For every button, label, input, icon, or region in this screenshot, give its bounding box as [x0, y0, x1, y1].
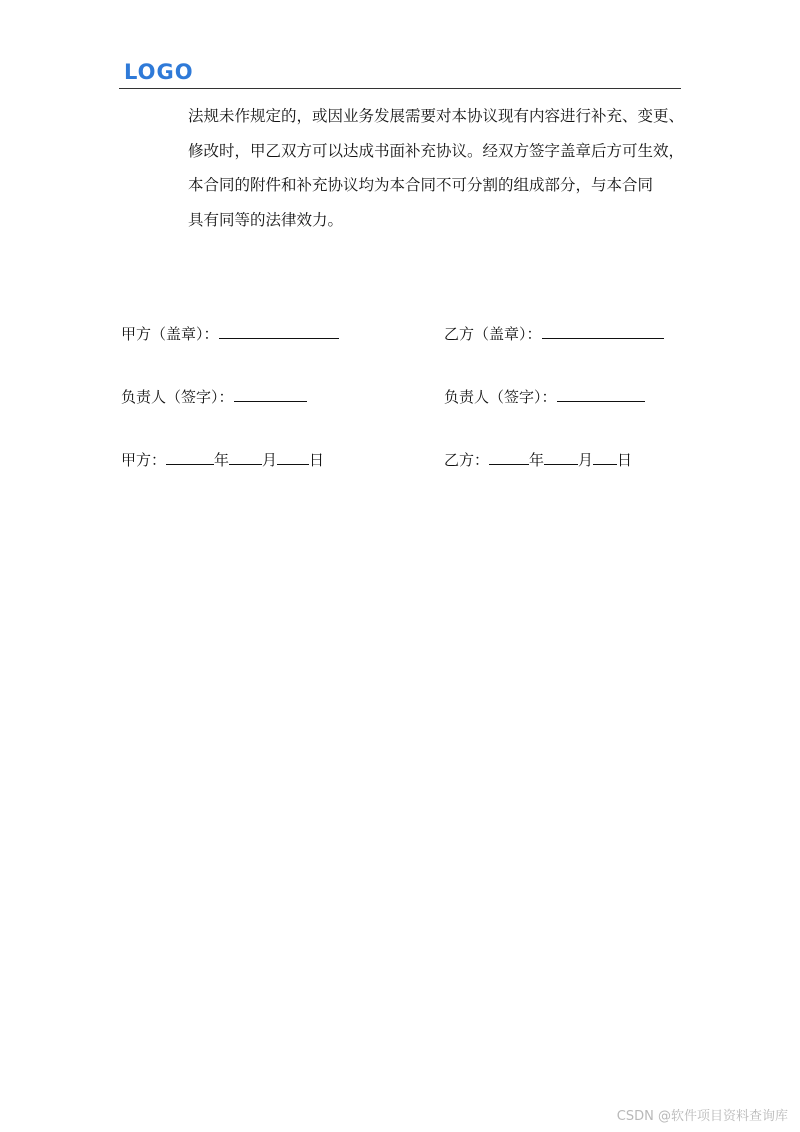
- clause-line: 法规未作规定的，或因业务发展需要对本协议现有内容进行补充、变更、: [188, 107, 685, 125]
- party-b-year-field[interactable]: [489, 449, 529, 465]
- party-a-seal-label: 甲方（盖章）：: [121, 325, 219, 343]
- company-logo: LOGO: [124, 60, 194, 84]
- party-b-date-label: 乙方：: [444, 451, 490, 469]
- clause-line: 本合同的附件和补充协议均为本合同不可分割的组成部分，与本合同: [188, 176, 654, 194]
- clause-line: 修改时，甲乙双方可以达成书面补充协议。经双方签字盖章后方可生效，: [188, 141, 685, 160]
- party-a-seal-field[interactable]: [219, 323, 339, 339]
- party-b-signer-label: 负责人（签字）：: [444, 388, 557, 406]
- year-label: 年: [529, 451, 545, 469]
- party-b-month-field[interactable]: [544, 449, 578, 465]
- party-a-signer-field[interactable]: [234, 386, 307, 402]
- month-label: 月: [262, 451, 278, 469]
- contract-clause-text: [188, 99, 688, 237]
- party-b-seal-label: 乙方（盖章）：: [444, 325, 542, 343]
- year-label: 年: [214, 451, 230, 469]
- source-watermark: CSDN @软件项目资料查询库: [616, 1109, 788, 1124]
- header-divider: [119, 88, 681, 89]
- party-b-signer-field[interactable]: [557, 386, 645, 402]
- party-b-seal-row: [444, 323, 664, 344]
- party-a-date-label: 甲方：: [121, 451, 167, 469]
- day-label: 日: [309, 451, 325, 469]
- party-a-seal-row: [121, 323, 339, 344]
- party-a-year-field[interactable]: [166, 449, 214, 465]
- party-a-signer-row: [121, 386, 307, 407]
- party-b-signer-row: [444, 386, 645, 407]
- party-a-signer-label: 负责人（签字）：: [121, 388, 234, 406]
- party-a-day-field[interactable]: [277, 449, 309, 465]
- clause-line: 具有同等的法律效力。: [188, 210, 344, 229]
- month-label: 月: [578, 451, 594, 469]
- party-b-date-row: [444, 449, 632, 470]
- party-b-seal-field[interactable]: [542, 323, 664, 339]
- party-b-day-field[interactable]: [593, 449, 617, 465]
- day-label: 日: [617, 451, 633, 469]
- party-a-date-row: [121, 449, 324, 470]
- party-a-month-field[interactable]: [229, 449, 262, 465]
